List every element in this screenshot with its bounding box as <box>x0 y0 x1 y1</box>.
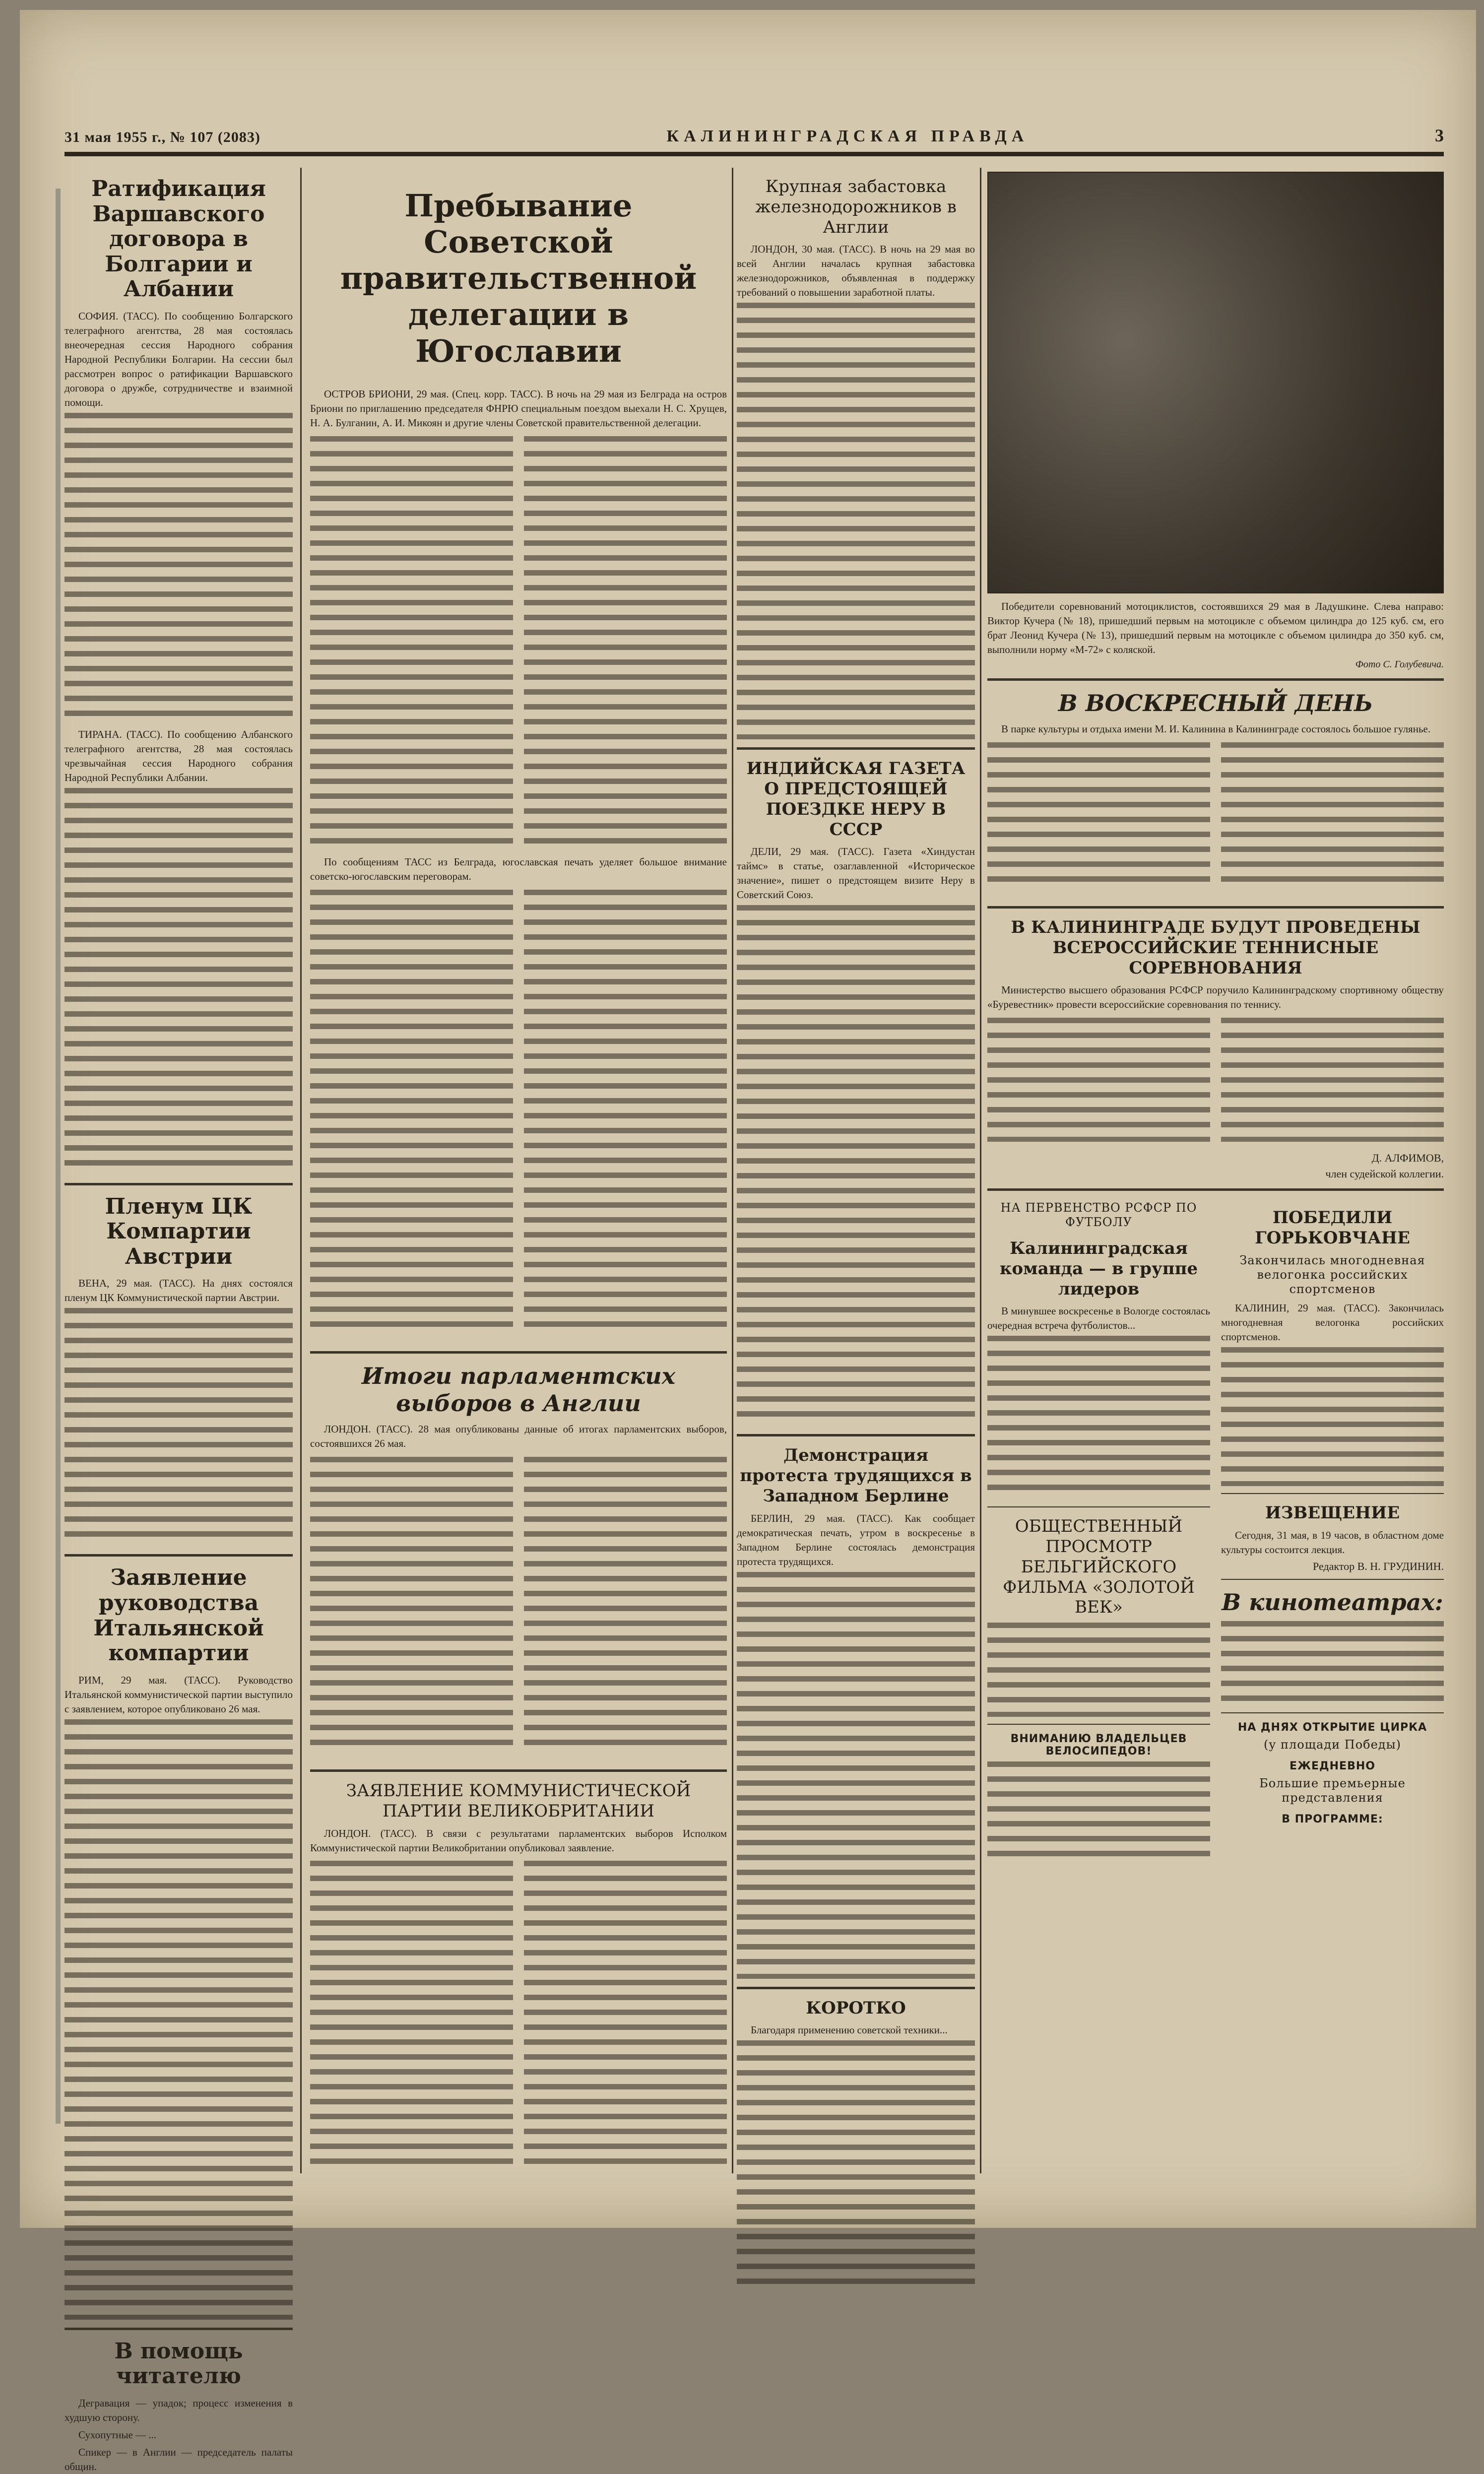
page-header <box>65 117 1444 156</box>
issue-date: 31 мая 1955 г., № 107 (2083) <box>65 129 260 145</box>
article-lead: Благодаря применению советской техники... <box>751 2024 948 2036</box>
article-body-text <box>737 303 975 739</box>
article-lead: СОФИЯ. (ТАСС). По сообщению Болгарского телеграфного агентства, 28 мая состоялась внеочередная сессия Народного собрания Народной Республики Болгарии. На сессии был рассмотрен вопрос о ратификации Варшавского договора о дружбе, сотрудничестве и взаимной помощи. <box>65 310 293 408</box>
article-paragraph: По сообщениям ТАСС из Белграда, югославская печать уделяет большое внимание советско-югославским переговорам. <box>310 855 727 882</box>
article-title: Заявление руководства Итальянской компартии <box>93 1565 264 1666</box>
article-lead: КАЛИНИН, 29 мая. (ТАСС). Закончилась многодневная велогонка российских спортсменов. <box>1221 1302 1444 1343</box>
notice-title: ИЗВЕЩЕНИЕ <box>1265 1503 1400 1523</box>
article-body-text <box>737 905 975 1426</box>
divider <box>1221 1579 1444 1580</box>
divider <box>65 1554 293 1557</box>
article-body-text <box>310 1861 513 2168</box>
circus-ad-title: НА ДНЯХ ОТКРЫТИЕ ЦИРКА <box>1237 1721 1427 1734</box>
article-lead: ДЕЛИ, 29 мая. (ТАСС). Газета «Хиндустан таймс» в статье, озаглавленной «Историческое значение», пишет о предстоящем визите Неру в Советский Союз. <box>737 846 975 901</box>
divider <box>65 2328 293 2330</box>
article-lead: ВЕНА, 29 мая. (ТАСС). На днях состоялся пленум ЦК Коммунистической партии Австрии. <box>65 1277 293 1304</box>
article-columns <box>310 1858 727 2175</box>
article-paragraph: ТИРАНА. (ТАСС). По сообщению Албанского телеграфного агентства, 28 мая состоялась чрезвычайная сессия Народного собрания Народной Республики Албании. <box>65 728 293 783</box>
divider <box>987 1724 1210 1725</box>
article-body-text <box>1221 1347 1444 1486</box>
glossary-entry: Дегравация — упадок; процесс изменения в худшую сторону. <box>65 2397 293 2423</box>
divider <box>987 906 1444 909</box>
glossary-entry: Сухопутные — ... <box>78 2428 157 2441</box>
article-lead: ЛОНДОН. (ТАСС). 28 мая опубликованы данные об итогах парламентских выборов, состоявшихся 26 мая. <box>310 1423 727 1449</box>
photo-caption: Победители соревнований мотоциклистов, состоявшихся 29 мая в Ладушкине. Слева направо: Виктор Кучера (№ 18), пришедший первым на мотоцикле с объемом цилиндра до 125 куб. см, его брат Леонид Кучера (№ 13), пришедший первым на мотоцикле с объемом цилиндра до 350 куб. см, выполнили норму «М-72» с коляской. <box>987 600 1444 655</box>
column-rule <box>732 168 733 2173</box>
newspaper-page <box>20 10 1476 2473</box>
column-3 <box>737 168 975 2173</box>
football-article <box>987 1199 1210 1868</box>
article-title: Демонстрация протеста трудящихся в Западном Берлине <box>740 1445 972 1506</box>
column-rule <box>300 168 302 2173</box>
article-columns <box>310 1454 727 1761</box>
notice-title: ВНИМАНИЮ ВЛАДЕЛЬЦЕВ ВЕЛОСИПЕДОВ! <box>1010 1733 1187 1758</box>
column-1 <box>65 168 293 2473</box>
divider <box>737 747 975 750</box>
divider <box>1221 1493 1444 1494</box>
article-body-text <box>1221 1018 1444 1142</box>
article-body-text <box>310 1457 513 1755</box>
article-lead: ОСТРОВ БРИОНИ, 29 мая. (Спец. корр. ТАСС). В ночь на 29 мая из Белграда на остров Бриони по приглашению председателя ФНРЮ специальным поездом выехали Н. С. Хрущев, Н. А. Булганин, А. И. Микоян и другие члены Советской правительственной делегации. <box>310 388 727 429</box>
news-photo <box>987 172 1444 593</box>
article-body-text <box>310 890 513 1336</box>
divider <box>987 1188 1444 1191</box>
article-lead: В парке культуры и отдыха имени М. И. Калинина в Калининграде состоялось большое гулянье. <box>1001 723 1431 735</box>
column-2 <box>310 168 727 2173</box>
article-lead: ЛОНДОН. (ТАСС). В связи с результатами парламентских выборов Исполком Коммунистической партии Великобритании опубликовал заявление. <box>310 1827 727 1854</box>
article-body-text <box>65 413 293 720</box>
notice-text: Сегодня, 31 мая, в 19 часов, в областном доме культуры состоится лекция. <box>1221 1529 1444 1556</box>
divider <box>987 678 1444 681</box>
article-body-text <box>65 788 293 1175</box>
article-body-text <box>524 436 727 848</box>
article-title: ОБЩЕСТВЕННЫЙ ПРОСМОТР БЕЛЬГИЙСКОГО ФИЛЬМА «ЗОЛОТОЙ ВЕК» <box>1003 1516 1195 1618</box>
article-title: ПОБЕДИЛИ ГОРЬКОВЧАНЕ <box>1255 1208 1410 1248</box>
newspaper-title: КАЛИНИНГРАДСКАЯ ПРАВДА <box>666 127 1029 145</box>
circus-ad-sub: (у площади Победы) <box>1263 1738 1402 1752</box>
article-columns <box>987 739 1444 898</box>
article-body-text <box>987 1336 1210 1499</box>
article-columns <box>987 1015 1444 1149</box>
article-author: Д. АЛФИМОВ, <box>1371 1152 1444 1165</box>
page-fold-shadow <box>56 189 61 2124</box>
article-kicker: НА ПЕРВЕНСТВО РСФСР ПО ФУТБОЛУ <box>1000 1201 1197 1230</box>
photo-credit: Фото С. Голубевича. <box>1355 658 1444 670</box>
article-lead: БЕРЛИН, 29 мая. (ТАСС). Как сообщает демократическая печать, утром в воскресенье в Западном Берлине состоялась демонстрация протеста трудящихся. <box>737 1512 975 1567</box>
article-title: Итоги парламентских выборов в Англии <box>361 1362 676 1417</box>
article-title: В КАЛИНИНГРАДЕ БУДУТ ПРОВЕДЕНЫ ВСЕРОССИЙСКИЕ ТЕННИСНЫЕ СОРЕВНОВАНИЯ <box>1011 917 1420 978</box>
article-body-text <box>987 1018 1210 1142</box>
article-title: ИНДИЙСКАЯ ГАЗЕТА О ПРЕДСТОЯЩЕЙ ПОЕЗДКЕ НЕРУ В СССР <box>746 759 966 840</box>
article-body-text <box>524 1861 727 2168</box>
article-lead: ЛОНДОН, 30 мая. (ТАСС). В ночь на 29 мая во всей Англии началась крупная забастовка железнодорожников, объявленная в поддержку требований о повышении заработной платы. <box>737 243 975 299</box>
glossary-entry: Спикер — в Англии — председатель палаты общин. <box>65 2446 293 2473</box>
article-title: Пленум ЦК Компартии Австрии <box>105 1193 253 1269</box>
article-title: В помощь читателю <box>114 2338 243 2389</box>
article-lead: Министерство высшего образования РСФСР поручило Калининградскому спортивному обществу «Буревестник» провести всероссийские соревнования по теннису. <box>987 984 1444 1011</box>
article-columns <box>310 433 727 855</box>
divider <box>737 1434 975 1436</box>
divider <box>987 1506 1210 1507</box>
article-body-text <box>524 890 727 1336</box>
article-title: В ВОСКРЕСНЫЙ ДЕНЬ <box>1058 689 1373 716</box>
column-4 <box>987 168 1444 2173</box>
article-body-text <box>987 1623 1210 1717</box>
circus-ad-line: ЕЖЕДНЕВНО <box>1290 1759 1375 1772</box>
circus-ad-line: Большие премьерные представления <box>1259 1776 1406 1805</box>
divider <box>737 1987 975 1989</box>
cinema-listings <box>1221 1621 1444 1705</box>
notice-text <box>987 1761 1210 1861</box>
divider <box>310 1769 727 1772</box>
article-body-text <box>737 2040 975 2288</box>
article-title: Ратификация Варшавского договора в Болгарии и Албании <box>91 176 266 302</box>
column-rule <box>980 168 981 2173</box>
article-body-text <box>65 1308 293 1546</box>
page-number: 3 <box>1435 126 1444 145</box>
article-title: Калининградская команда — в группе лидеров <box>999 1238 1198 1299</box>
article-columns <box>310 887 727 1343</box>
section-title: КОРОТКО <box>806 1998 906 2018</box>
editor-signature: Редактор В. Н. ГРУДИНИН. <box>1313 1560 1444 1572</box>
article-lead: РИМ, 29 мая. (ТАСС). Руководство Итальянской коммунистической партии выступило с заявлением, которое опубликовано 26 мая. <box>65 1674 293 1715</box>
article-author-title: член судейской коллегии. <box>1325 1168 1444 1180</box>
divider <box>65 1183 293 1185</box>
sports-columns <box>987 1199 1444 1868</box>
article-body-text <box>737 1572 975 1979</box>
article-subtitle: Закончилась многодневная велогонка российских спортсменов <box>1239 1253 1425 1296</box>
cinema-listings-title: В кинотеатрах: <box>1222 1588 1443 1616</box>
article-body-text <box>524 1457 727 1755</box>
article-lead: В минувшее воскресенье в Вологде состоялась очередная встреча футболистов... <box>987 1305 1210 1332</box>
circus-ad-line: В ПРОГРАММЕ: <box>1282 1813 1383 1825</box>
article-title: ЗАЯВЛЕНИЕ КОММУНИСТИЧЕСКОЙ ПАРТИИ ВЕЛИКОБРИТАНИИ <box>346 1780 691 1821</box>
article-body-text <box>1221 742 1444 891</box>
article-headline: Пребывание Советской правительственной делегации в Югославии <box>340 188 697 369</box>
article-body-text <box>65 1719 293 2320</box>
article-body-text <box>310 436 513 848</box>
cycling-article <box>1221 1199 1444 1868</box>
divider <box>1221 1712 1444 1713</box>
article-title: Крупная забастовка железнодорожников в Англии <box>755 177 957 237</box>
article-body-text <box>987 742 1210 891</box>
divider <box>310 1351 727 1354</box>
